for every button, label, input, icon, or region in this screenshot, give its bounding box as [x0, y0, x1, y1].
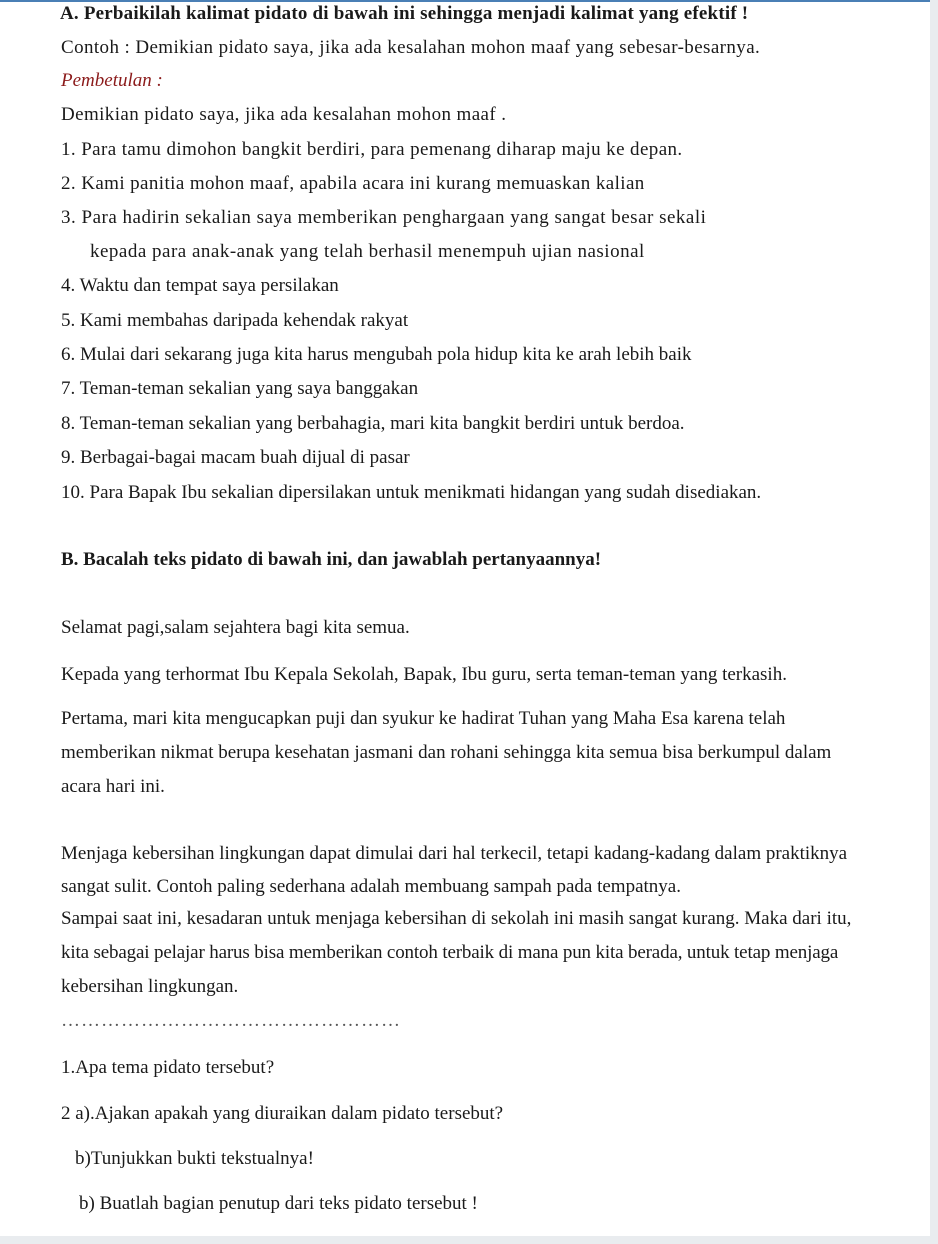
list-item-continuation: kepada para anak-anak yang telah berhasil menempuh ujian nasional	[90, 241, 645, 262]
page-edge-right	[930, 0, 938, 1244]
list-item: 6. Mulai dari sekarang juga kita harus mengubah pola hidup kita ke arah lebih baik	[61, 344, 692, 365]
page-edge-bottom	[0, 1236, 938, 1244]
speech-line: Pertama, mari kita mengucapkan puji dan syukur ke hadirat Tuhan yang Maha Esa karena telah	[61, 708, 786, 729]
list-item: 3. Para hadirin sekalian saya memberikan penghargaan yang sangat besar sekali	[61, 207, 707, 228]
top-rule	[0, 0, 938, 2]
speech-line: Sampai saat ini, kesadaran untuk menjaga kebersihan di sekolah ini masih sangat kurang. Maka dari itu,	[61, 908, 852, 929]
list-item: 7. Teman-teman sekalian yang saya banggakan	[61, 378, 419, 399]
list-item: 5. Kami membahas daripada kehendak rakyat	[61, 310, 409, 331]
list-item: 8. Teman-teman sekalian yang berbahagia, mari kita bangkit berdiri untuk berdoa.	[61, 413, 685, 434]
section-a-heading: A. Perbaikilah kalimat pidato di bawah ini sehingga menjadi kalimat yang efektif !	[60, 3, 749, 24]
list-item: 2. Kami panitia mohon maaf, apabila acara ini kurang memuaskan kalian	[61, 173, 645, 194]
list-item: 4. Waktu dan tempat saya persilakan	[61, 275, 339, 296]
speech-line: kita sebagai pelajar harus bisa memberikan contoh terbaik di mana pun kita berada, untuk tetap menjaga	[61, 942, 839, 963]
correction-label: Pembetulan :	[61, 70, 163, 91]
correction-sentence: Demikian pidato saya, jika ada kesalahan mohon maaf .	[61, 104, 507, 125]
speech-line: kebersihan lingkungan.	[61, 976, 239, 997]
question-item: b)Tunjukkan bukti tekstualnya!	[75, 1148, 314, 1169]
speech-line: Menjaga kebersihan lingkungan dapat dimulai dari hal terkecil, tetapi kadang-kadang dalam praktiknya	[61, 843, 848, 864]
speech-line: sangat sulit. Contoh paling sederhana adalah membuang sampah pada tempatnya.	[61, 876, 681, 897]
question-item: 2 a).Ajakan apakah yang diuraikan dalam pidato tersebut?	[61, 1103, 504, 1124]
speech-paragraph: Kepada yang terhormat Ibu Kepala Sekolah, Bapak, Ibu guru, serta teman-teman yang terkasih.	[61, 664, 787, 685]
speech-line: acara hari ini.	[61, 776, 165, 797]
question-item: b) Buatlah bagian penutup dari teks pidato tersebut !	[79, 1193, 478, 1214]
question-item: 1.Apa tema pidato tersebut?	[61, 1057, 275, 1078]
list-item: 10. Para Bapak Ibu sekalian dipersilakan untuk menikmati hidangan yang sudah disediakan.	[61, 482, 762, 503]
dotted-separator: ……………………………………………	[61, 1010, 401, 1031]
speech-paragraph: Selamat pagi,salam sejahtera bagi kita semua.	[61, 617, 410, 638]
example-sentence: Contoh : Demikian pidato saya, jika ada kesalahan mohon maaf yang sebesar-besarnya.	[61, 37, 761, 58]
section-b-heading: B. Bacalah teks pidato di bawah ini, dan jawablah pertanyaannya!	[61, 549, 602, 570]
list-item: 1. Para tamu dimohon bangkit berdiri, para pemenang diharap maju ke depan.	[61, 139, 683, 160]
list-item: 9. Berbagai-bagai macam buah dijual di pasar	[61, 447, 410, 468]
speech-line: memberikan nikmat berupa kesehatan jasmani dan rohani sehingga kita semua bisa berkumpul dalam	[61, 742, 832, 763]
